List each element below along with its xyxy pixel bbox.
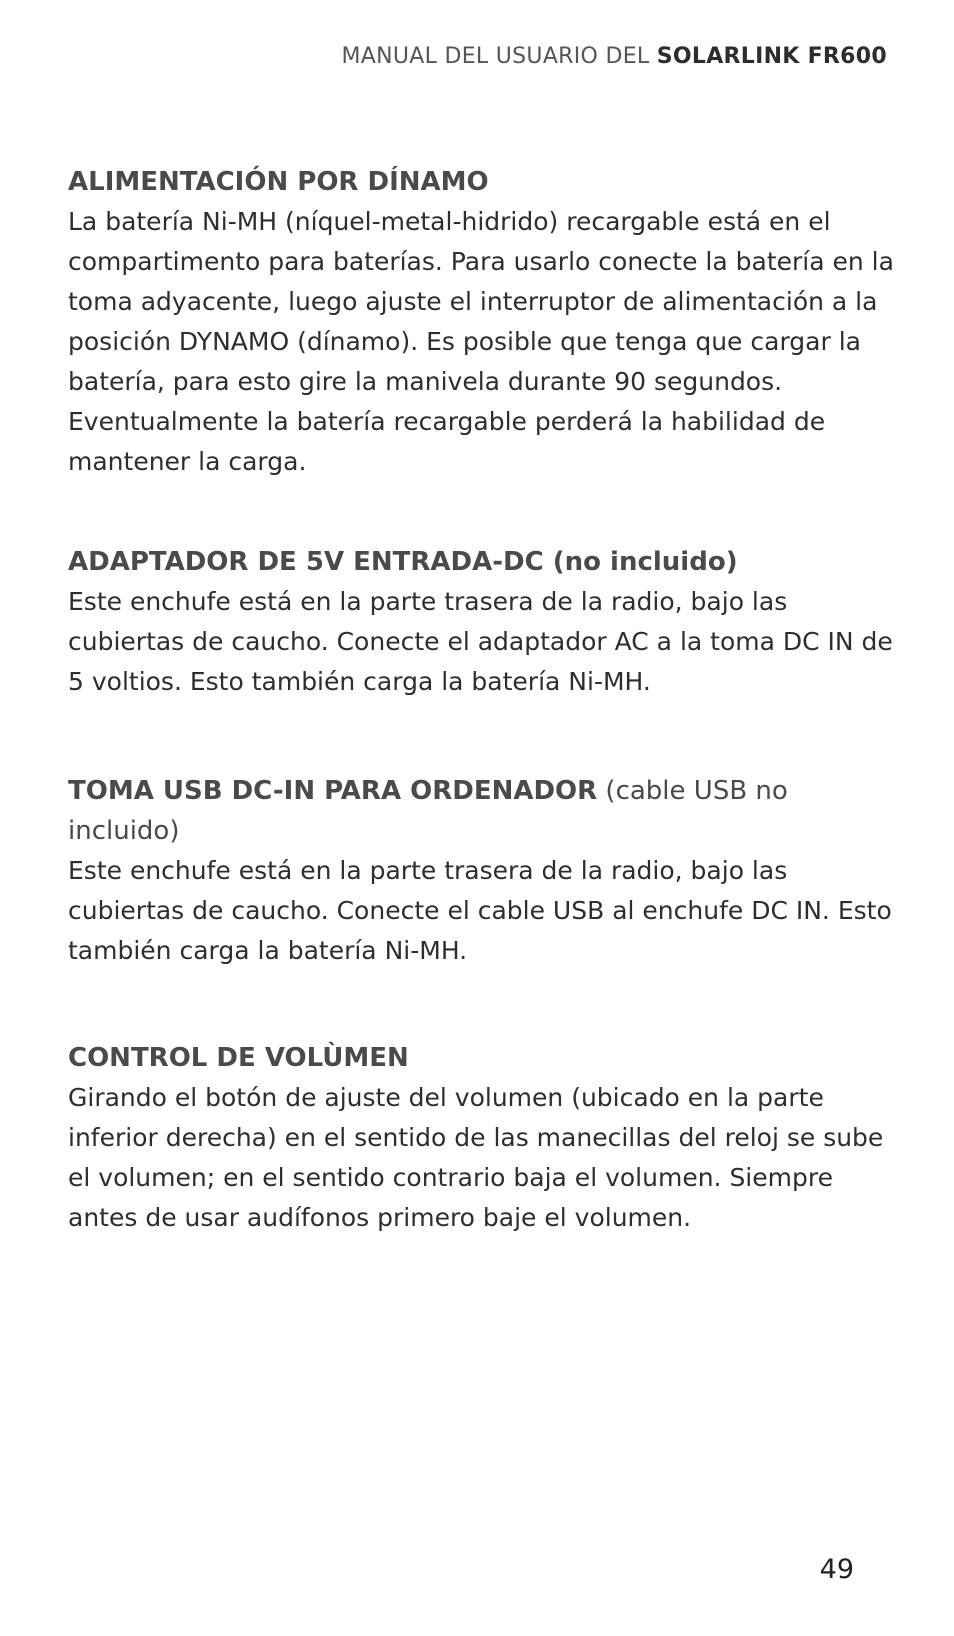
section-dynamo [68, 162, 898, 482]
page-number: 49 [819, 1554, 854, 1585]
section-dc-adapter [68, 542, 898, 702]
header-brand: SOLARLINK FR600 [656, 44, 887, 69]
section-body: Este enchufe está en la parte trasera de la radio, bajo las cubiertas de caucho. Conecte el adaptador AC a la toma DC IN de 5 voltios. Esto también carga la batería Ni-MH. [68, 587, 893, 696]
heading-main: TOMA USB DC-IN PARA ORDENADOR [68, 776, 598, 806]
section-volume [68, 1038, 898, 1238]
section-heading: CONTROL DE VOLÙMEN [68, 1043, 409, 1073]
section-heading: ADAPTADOR DE 5V ENTRADA-DC (no incluido) [68, 547, 738, 577]
section-heading: ALIMENTACIÓN POR DÍNAMO [68, 167, 489, 197]
section-usb [68, 771, 898, 971]
running-header [341, 44, 887, 69]
section-body: Girando el botón de ajuste del volumen (ubicado en la parte inferior derecha) en el sentido de las manecillas del reloj se sube el volumen; en el sentido contrario baja el volumen. Siempre antes de usar audífonos primero baje el volumen. [68, 1083, 884, 1232]
section-body: Este enchufe está en la parte trasera de la radio, bajo las cubiertas de caucho. Conecte el cable USB al enchufe DC IN. Esto también carga la batería Ni-MH. [68, 856, 892, 965]
section-body: La batería Ni-MH (níquel-metal-hidrido) recargable está en el compartimento para baterías. Para usarlo conecte la batería en la toma adyacente, luego ajuste el interruptor de alimentación a la posición DYNAMO (dínamo). Es posible que tenga que cargar la batería, para esto gire la manivela durante 90 segundos. Eventualmente la batería recargable perderá la habilidad de mantener la carga. [68, 207, 894, 476]
heading-note: (cable USB no incluido) [68, 776, 788, 846]
section-heading [68, 771, 898, 851]
header-prefix: MANUAL DEL USUARIO DEL [341, 44, 657, 69]
